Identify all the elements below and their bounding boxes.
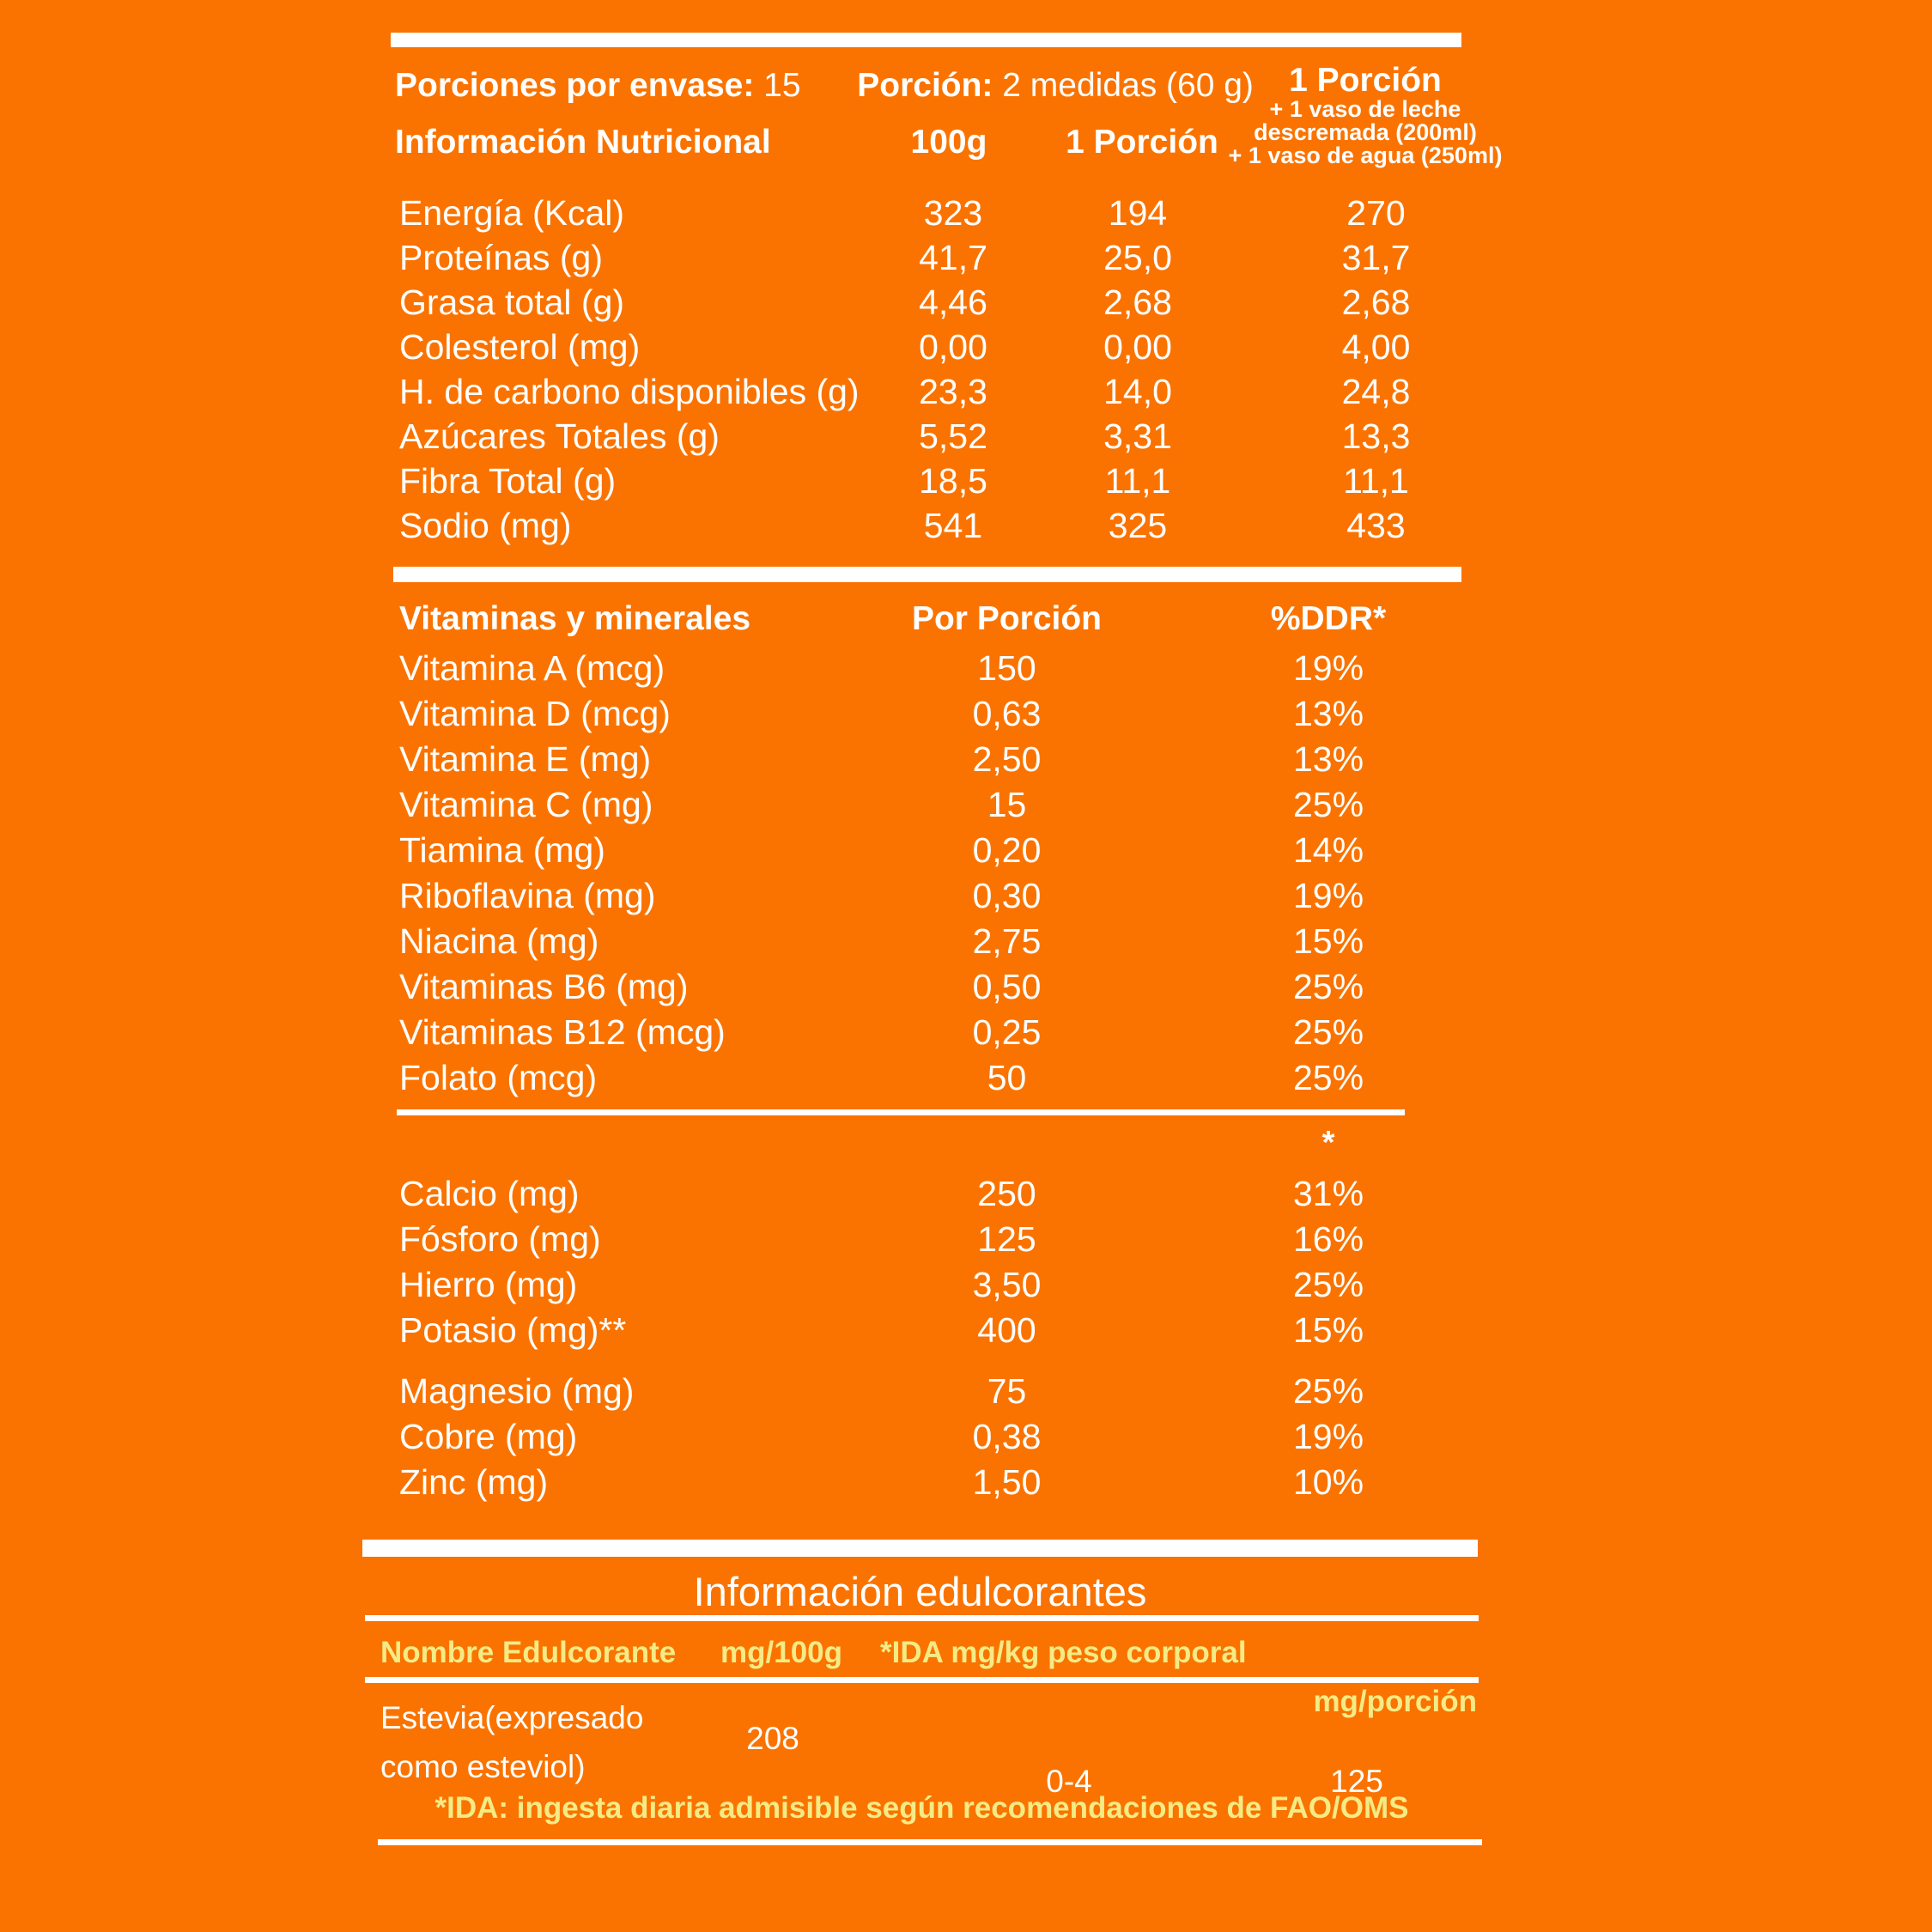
table-row	[391, 828, 1515, 873]
divider-bar-top	[391, 33, 1461, 47]
mineral-ddr: 19%	[1292, 1417, 1364, 1456]
table-row	[391, 1308, 1515, 1353]
vitamin-label: Vitamina D (mcg)	[399, 694, 671, 733]
portion-value: 2 medidas (60 g)	[1002, 67, 1254, 104]
vitamin-value: 0,30	[972, 876, 1042, 915]
value-portion-mix: 270	[1346, 192, 1406, 233]
vitamin-ddr: 25%	[1292, 785, 1364, 824]
vitamin-label: Vitamina E (mg)	[399, 739, 652, 779]
value-portion: 11,1	[1104, 460, 1171, 501]
mix-header-line4: + 1 vaso de agua (250ml)	[1228, 143, 1503, 168]
column-header-ddr: %DDR*	[1270, 599, 1387, 637]
mineral-label: Potasio (mg)**	[399, 1310, 627, 1350]
vitamin-label: Tiamina (mg)	[399, 830, 605, 870]
vitamin-value: 2,50	[972, 739, 1042, 779]
mineral-ddr: 10%	[1292, 1462, 1364, 1502]
value-portion: 2,68	[1103, 282, 1172, 322]
table-row	[391, 1010, 1515, 1055]
value-100g: 18,5	[919, 460, 987, 501]
vitamin-ddr: 13%	[1292, 739, 1364, 779]
divider-line-sweeteners-header	[365, 1677, 1479, 1683]
vitamin-ddr: 25%	[1292, 1058, 1364, 1097]
mineral-value: 125	[977, 1219, 1036, 1259]
nutrient-label: H. de carbono disponibles (g)	[399, 371, 860, 411]
value-100g: 4,46	[919, 282, 987, 322]
mineral-value: 75	[987, 1371, 1027, 1411]
table-row	[391, 919, 1515, 964]
vitamin-ddr: 19%	[1292, 648, 1364, 688]
vitamin-value: 0,63	[972, 694, 1042, 733]
vitamin-ddr: 13%	[1292, 694, 1364, 733]
table-row	[391, 1460, 1515, 1505]
table-row	[391, 1369, 1515, 1414]
column-header-portion-mix	[1219, 64, 1511, 167]
mix-header-line1: 1 Porción	[1289, 62, 1442, 99]
value-portion-mix: 24,8	[1341, 371, 1411, 411]
mix-header-line3: descremada (200ml)	[1254, 119, 1477, 145]
sweetener-name	[380, 1693, 643, 1791]
vitamins-title: Vitaminas y minerales	[399, 599, 751, 637]
vitamin-value: 0,50	[972, 967, 1042, 1006]
mineral-value: 400	[977, 1310, 1036, 1350]
mix-header-line2: + 1 vaso de leche	[1269, 96, 1461, 122]
value-portion: 0,00	[1103, 326, 1172, 367]
vitamin-label: Vitaminas B6 (mg)	[399, 967, 689, 1006]
nutrient-label: Grasa total (g)	[399, 282, 625, 322]
minerals-table	[391, 1171, 1515, 1353]
vitamin-label: Vitamina C (mg)	[399, 785, 653, 824]
sweetener-mg-portion-value: 125	[1330, 1764, 1383, 1799]
value-portion-mix: 11,1	[1343, 460, 1409, 501]
table-row	[391, 414, 1511, 459]
nutrition-table	[391, 191, 1511, 548]
table-row	[391, 459, 1511, 503]
table-row	[391, 737, 1515, 782]
mineral-value: 3,50	[972, 1265, 1042, 1304]
divider-bar-middle	[393, 567, 1461, 582]
vitamins-header	[391, 596, 1515, 641]
sweeteners-title: Información edulcorantes	[693, 1569, 1147, 1614]
value-portion: 25,0	[1103, 237, 1172, 277]
value-100g: 23,3	[919, 371, 987, 411]
vitamin-value: 2,75	[972, 921, 1042, 961]
table-row	[391, 964, 1515, 1010]
servings-value: 15	[763, 67, 801, 104]
value-portion-mix: 31,7	[1341, 237, 1411, 277]
table-row	[391, 235, 1511, 280]
sweetener-name-line1: Estevia(expresado	[380, 1700, 644, 1735]
vitamin-value: 15	[987, 785, 1027, 824]
servings-label: Porciones por envase:	[395, 67, 755, 104]
nutrient-label: Sodio (mg)	[399, 505, 572, 545]
ida-footnote: *IDA: ingesta diaria admisible según recomendaciones de FAO/OMS	[434, 1791, 1409, 1825]
value-portion-mix: 2,68	[1341, 282, 1411, 322]
sweetener-col-mg100g: mg/100g	[720, 1636, 842, 1669]
vitamin-ddr: 25%	[1292, 967, 1364, 1006]
value-100g: 323	[923, 192, 983, 233]
value-portion-mix: 433	[1346, 505, 1406, 545]
table-row	[391, 280, 1511, 325]
mineral-value: 0,38	[972, 1417, 1042, 1456]
mineral-label: Hierro (mg)	[399, 1265, 578, 1304]
minerals-table-continued	[391, 1369, 1515, 1505]
ddr-asterisk: *	[1321, 1125, 1335, 1161]
mineral-label: Zinc (mg)	[399, 1462, 549, 1502]
sweetener-col-name: Nombre Edulcorante	[380, 1636, 677, 1669]
table-row	[391, 782, 1515, 828]
sweetener-col-mg-portion: mg/porción	[1313, 1685, 1477, 1718]
vitamin-label: Folato (mcg)	[399, 1058, 598, 1097]
divider-line-final	[378, 1839, 1482, 1845]
mineral-label: Calcio (mg)	[399, 1174, 580, 1213]
info-title: Información Nutricional	[395, 124, 771, 161]
table-row	[391, 1171, 1515, 1217]
nutrient-label: Colesterol (mg)	[399, 326, 641, 367]
portion-label: Porción:	[857, 67, 993, 104]
column-header-por-porcion: Por Porción	[911, 599, 1103, 637]
nutrient-label: Proteínas (g)	[399, 237, 603, 277]
table-row	[391, 369, 1511, 414]
mineral-ddr: 31%	[1292, 1174, 1364, 1213]
value-portion: 325	[1108, 505, 1168, 545]
vitamin-ddr: 15%	[1292, 921, 1364, 961]
mineral-label: Cobre (mg)	[399, 1417, 578, 1456]
table-row	[391, 873, 1515, 919]
value-portion: 194	[1108, 192, 1168, 233]
mineral-ddr: 16%	[1292, 1219, 1364, 1259]
vitamin-label: Vitaminas B12 (mcg)	[399, 1012, 726, 1052]
nutrient-label: Azúcares Totales (g)	[399, 416, 720, 456]
value-100g: 5,52	[919, 416, 987, 456]
value-100g: 0,00	[919, 326, 987, 367]
value-portion-mix: 4,00	[1341, 326, 1411, 367]
mineral-ddr: 15%	[1292, 1310, 1364, 1350]
value-portion: 14,0	[1103, 371, 1172, 411]
divider-line-vitamins	[397, 1109, 1405, 1115]
vitamin-label: Riboflavina (mg)	[399, 876, 656, 915]
vitamin-ddr: 25%	[1292, 1012, 1364, 1052]
column-header-100g: 100g	[910, 124, 987, 161]
table-row	[391, 1414, 1515, 1460]
sweetener-mg100g-value: 208	[746, 1721, 799, 1756]
table-row	[391, 1055, 1515, 1101]
mineral-value: 1,50	[972, 1462, 1042, 1502]
column-header-portion: 1 Porción	[1066, 124, 1218, 161]
vitamins-table	[391, 646, 1515, 1101]
mineral-value: 250	[977, 1174, 1036, 1213]
sweetener-ida-value: 0-4	[1046, 1764, 1092, 1799]
value-100g: 41,7	[919, 237, 987, 277]
table-row	[391, 1262, 1515, 1308]
servings-header	[395, 67, 1254, 105]
sweetener-col-ida: *IDA mg/kg peso corporal	[880, 1636, 1247, 1669]
divider-line-sweeteners-top	[365, 1615, 1479, 1621]
vitamin-value: 0,20	[972, 830, 1042, 870]
vitamin-label: Niacina (mg)	[399, 921, 599, 961]
table-row	[391, 191, 1511, 235]
vitamin-label: Vitamina A (mcg)	[399, 648, 665, 688]
mineral-ddr: 25%	[1292, 1371, 1364, 1411]
sweetener-name-line2: como esteviol)	[380, 1749, 586, 1784]
mineral-label: Fósforo (mg)	[399, 1219, 601, 1259]
divider-bar-bottom	[362, 1540, 1478, 1557]
mineral-ddr: 25%	[1292, 1265, 1364, 1304]
table-row	[391, 691, 1515, 737]
table-row	[391, 503, 1511, 548]
value-portion: 3,31	[1103, 416, 1172, 456]
table-row	[391, 646, 1515, 691]
value-100g: 541	[923, 505, 983, 545]
vitamin-ddr: 14%	[1292, 830, 1364, 870]
nutrient-label: Fibra Total (g)	[399, 460, 617, 501]
vitamin-value: 150	[977, 648, 1036, 688]
mineral-label: Magnesio (mg)	[399, 1371, 635, 1411]
table-row	[391, 1217, 1515, 1262]
vitamin-value: 50	[987, 1058, 1027, 1097]
vitamin-ddr: 19%	[1292, 876, 1364, 915]
nutrient-label: Energía (Kcal)	[399, 192, 625, 233]
value-portion-mix: 13,3	[1341, 416, 1411, 456]
table-row	[391, 325, 1511, 369]
vitamin-value: 0,25	[972, 1012, 1042, 1052]
